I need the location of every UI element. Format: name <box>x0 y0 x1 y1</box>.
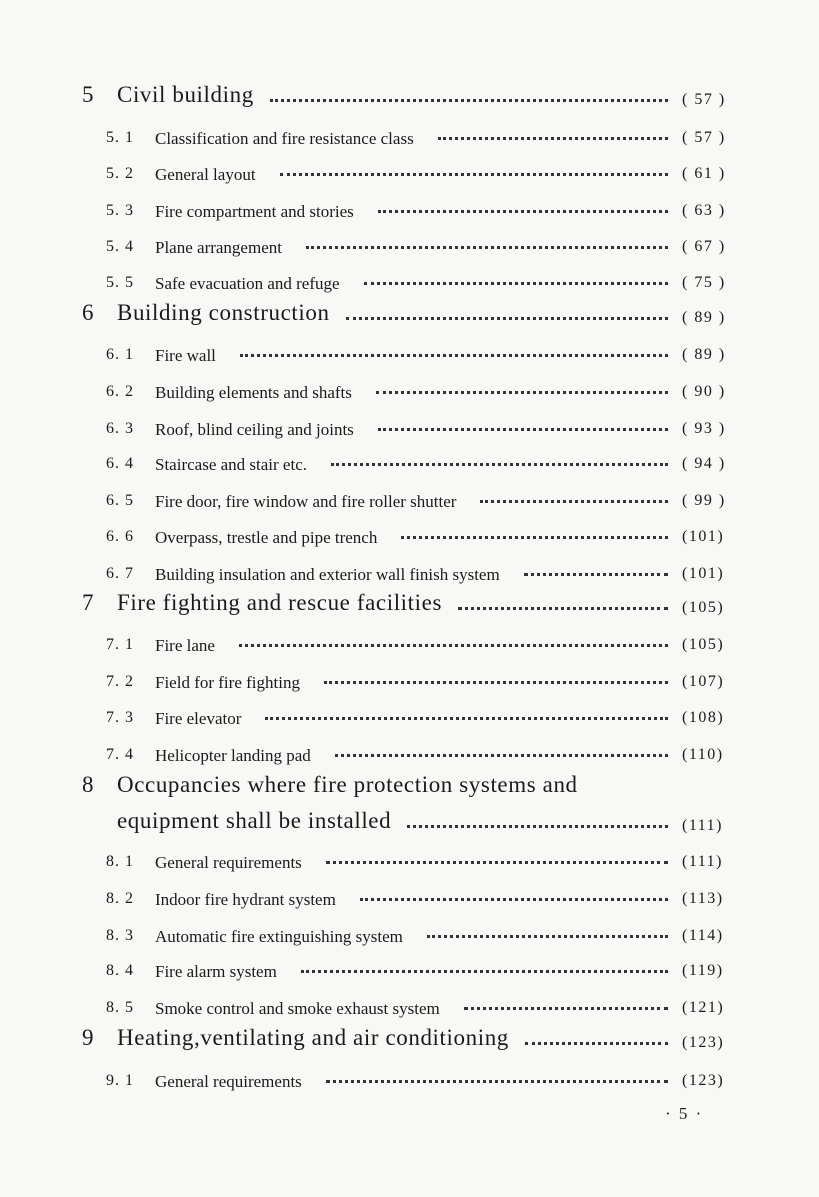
toc-title: Smoke control and smoke exhaust system <box>155 999 440 1018</box>
toc-section-entry[interactable] <box>0 673 819 705</box>
toc-page-number: ( 57 ) <box>682 129 726 146</box>
toc-chapter-entry[interactable] <box>0 590 819 631</box>
toc-page-number: (107) <box>682 673 725 690</box>
toc-page-number: (101) <box>682 528 725 545</box>
toc-number: 8. 3 <box>106 927 134 944</box>
toc-number: 8. 5 <box>106 999 134 1016</box>
toc-page-number: (105) <box>682 599 725 616</box>
toc-leader-dots <box>326 1080 668 1083</box>
toc-number: 6. 1 <box>106 346 134 363</box>
toc-title: equipment shall be installed <box>117 808 392 833</box>
toc-leader-dots <box>331 463 668 466</box>
toc-section-entry[interactable] <box>0 129 819 161</box>
toc-page-number: (121) <box>682 999 725 1016</box>
toc-number: 5. 2 <box>106 165 134 182</box>
toc-page-number: ( 61 ) <box>682 165 726 182</box>
toc-section-entry[interactable] <box>0 927 819 959</box>
toc-number: 7 <box>82 590 94 615</box>
toc-leader-dots <box>438 137 668 140</box>
toc-section-entry[interactable] <box>0 1072 819 1104</box>
toc-section-entry[interactable] <box>0 455 819 487</box>
toc-page-number: ( 93 ) <box>682 420 726 437</box>
toc-leader-dots <box>265 717 668 720</box>
toc-number: 7. 2 <box>106 673 134 690</box>
toc-number: 5. 1 <box>106 129 134 146</box>
toc-chapter-continuation[interactable] <box>0 808 819 849</box>
toc-leader-dots <box>524 573 668 576</box>
toc-number: 6. 6 <box>106 528 134 545</box>
toc-title: Building construction <box>117 300 330 325</box>
toc-section-entry[interactable] <box>0 238 819 270</box>
toc-title: Occupancies where fire protection systems and <box>117 772 578 797</box>
toc-section-entry[interactable] <box>0 709 819 741</box>
toc-leader-dots <box>270 99 668 102</box>
toc-title: Civil building <box>117 82 254 107</box>
toc-page-number: (123) <box>682 1072 725 1089</box>
toc-number: 6. 4 <box>106 455 134 472</box>
toc-section-entry[interactable] <box>0 383 819 415</box>
toc-page-number: ( 89 ) <box>682 346 726 363</box>
toc-leader-dots <box>324 681 668 684</box>
toc-page-number: ( 89 ) <box>682 309 726 326</box>
toc-leader-dots <box>464 1007 668 1010</box>
toc-page-number: (111) <box>682 817 723 834</box>
toc-title: Fire elevator <box>155 709 242 728</box>
toc-number: 5. 4 <box>106 238 134 255</box>
toc-title: Helicopter landing pad <box>155 746 311 765</box>
toc-leader-dots <box>360 898 668 901</box>
toc-title: Fire alarm system <box>155 962 277 981</box>
toc-page-number: (105) <box>682 636 725 653</box>
toc-leader-dots <box>346 317 668 320</box>
toc-page-number: (114) <box>682 927 724 944</box>
toc-title: General requirements <box>155 853 302 872</box>
toc-title: Overpass, trestle and pipe trench <box>155 528 378 547</box>
toc-section-entry[interactable] <box>0 165 819 197</box>
toc-section-entry[interactable] <box>0 420 819 452</box>
toc-title: Indoor fire hydrant system <box>155 890 336 909</box>
toc-title: Fire fighting and rescue facilities <box>117 590 443 615</box>
toc-title: Fire door, fire window and fire roller shutter <box>155 492 457 511</box>
toc-leader-dots <box>480 500 668 503</box>
toc-number: 5. 5 <box>106 274 134 291</box>
toc-title: Building insulation and exterior wall finish system <box>155 565 500 584</box>
toc-number: 8. 4 <box>106 962 134 979</box>
toc-section-entry[interactable] <box>0 346 819 378</box>
toc-title: Safe evacuation and refuge <box>155 274 340 293</box>
toc-page-number: (113) <box>682 890 724 907</box>
toc-number: 7. 3 <box>106 709 134 726</box>
page-number: · 5 · <box>665 1104 704 1123</box>
toc-page-number: ( 94 ) <box>682 455 726 472</box>
toc-title: Fire wall <box>155 346 216 365</box>
toc-chapter-entry[interactable] <box>0 300 819 341</box>
toc-page-number: ( 90 ) <box>682 383 726 400</box>
toc-title: General layout <box>155 165 256 184</box>
toc-number: 6. 7 <box>106 565 134 582</box>
toc-number: 6 <box>82 300 94 325</box>
toc-page-number: ( 57 ) <box>682 91 726 108</box>
toc-page-number: (111) <box>682 853 723 870</box>
toc-chapter-entry[interactable] <box>0 82 819 123</box>
toc-leader-dots <box>335 754 668 757</box>
toc-number: 8. 2 <box>106 890 134 907</box>
toc-number: 8. 1 <box>106 853 134 870</box>
toc-title: Building elements and shafts <box>155 383 352 402</box>
toc-chapter-entry[interactable] <box>0 1025 819 1066</box>
toc-number: 6. 3 <box>106 420 134 437</box>
toc-section-entry[interactable] <box>0 853 819 885</box>
toc-number: 8 <box>82 772 94 797</box>
toc-title: Automatic fire extinguishing system <box>155 927 403 946</box>
toc-page-number: ( 67 ) <box>682 238 726 255</box>
toc-title: Field for fire fighting <box>155 673 300 692</box>
toc-section-entry[interactable] <box>0 636 819 668</box>
toc-leader-dots <box>301 970 668 973</box>
toc-page-number: ( 75 ) <box>682 274 726 291</box>
toc-number: 5 <box>82 82 94 107</box>
toc-section-entry[interactable] <box>0 890 819 922</box>
toc-number: 9 <box>82 1025 94 1050</box>
toc-leader-dots <box>401 536 668 539</box>
toc-leader-dots <box>458 607 668 610</box>
toc-number: 7. 4 <box>106 746 134 763</box>
toc-page-number: (108) <box>682 709 725 726</box>
toc-leader-dots <box>239 644 668 647</box>
toc-leader-dots <box>376 391 668 394</box>
toc-page-number: (110) <box>682 746 724 763</box>
toc-title: Roof, blind ceiling and joints <box>155 420 354 439</box>
toc-number: 7. 1 <box>106 636 134 653</box>
toc-number: 5. 3 <box>106 202 134 219</box>
toc-leader-dots <box>364 282 668 285</box>
toc-leader-dots <box>240 354 668 357</box>
toc-leader-dots <box>525 1042 668 1045</box>
toc-page-number: ( 99 ) <box>682 492 726 509</box>
toc-leader-dots <box>378 210 668 213</box>
toc-section-entry[interactable] <box>0 962 819 994</box>
toc-leader-dots <box>280 173 668 176</box>
toc-page-number: (101) <box>682 565 725 582</box>
toc-section-entry[interactable] <box>0 528 819 560</box>
toc-title: General requirements <box>155 1072 302 1091</box>
toc-number: 6. 2 <box>106 383 134 400</box>
toc-title: Plane arrangement <box>155 238 282 257</box>
toc-leader-dots <box>427 935 668 938</box>
toc-page-number: ( 63 ) <box>682 202 726 219</box>
toc-number: 9. 1 <box>106 1072 134 1089</box>
toc-leader-dots <box>326 861 668 864</box>
toc-section-entry[interactable] <box>0 492 819 524</box>
toc-page-number: (119) <box>682 962 724 979</box>
toc-title: Classification and fire resistance class <box>155 129 414 148</box>
toc-leader-dots <box>407 825 668 828</box>
toc-leader-dots <box>378 428 668 431</box>
toc-leader-dots <box>306 246 668 249</box>
toc-page-number: (123) <box>682 1034 725 1051</box>
toc-title: Fire compartment and stories <box>155 202 354 221</box>
toc-section-entry[interactable] <box>0 202 819 234</box>
toc-title: Staircase and stair etc. <box>155 455 307 474</box>
toc-title: Heating,ventilating and air conditioning <box>117 1025 509 1050</box>
toc-title: Fire lane <box>155 636 215 655</box>
toc-number: 6. 5 <box>106 492 134 509</box>
